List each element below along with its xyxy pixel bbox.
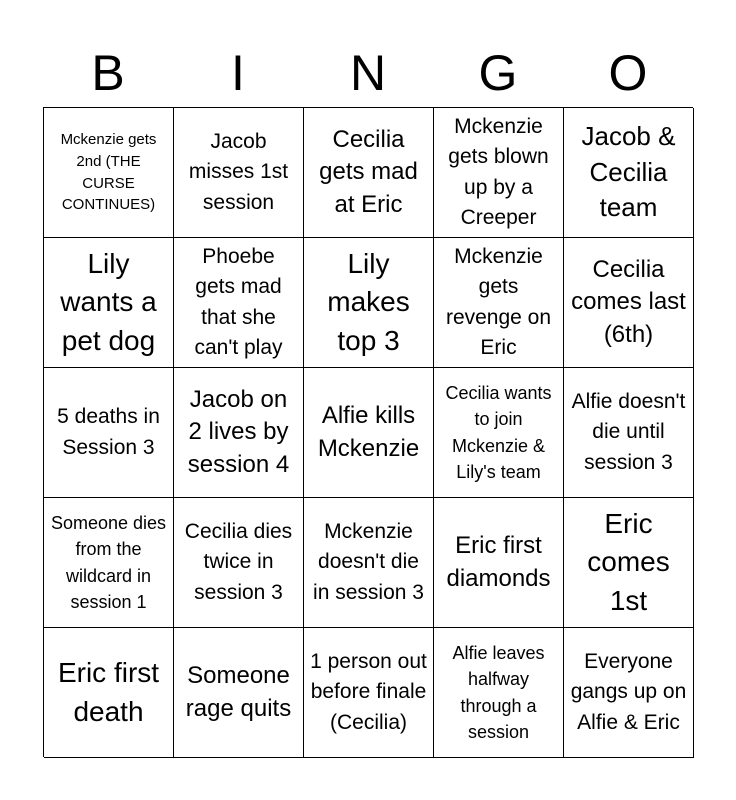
- bingo-cell-r5c3: 1 person out before finale (Cecilia): [304, 628, 434, 758]
- bingo-cell-r2c3: Lily makes top 3: [304, 238, 434, 368]
- bingo-cell-r4c5: Eric comes 1st: [564, 498, 694, 628]
- bingo-cell-r2c2: Phoebe gets mad that she can't play: [174, 238, 304, 368]
- bingo-cell-r1c3: Cecilia gets mad at Eric: [304, 108, 434, 238]
- bingo-cell-r4c4: Eric first diamonds: [434, 498, 564, 628]
- bingo-cell-r2c5: Cecilia comes last (6th): [564, 238, 694, 368]
- bingo-cell-r3c2: Jacob on 2 lives by session 4: [174, 368, 304, 498]
- bingo-cell-r4c2: Cecilia dies twice in session 3: [174, 498, 304, 628]
- bingo-cell-r5c4: Alfie leaves halfway through a session: [434, 628, 564, 758]
- bingo-cell-r1c5: Jacob & Cecilia team: [564, 108, 694, 238]
- bingo-cell-r2c4: Mckenzie gets revenge on Eric: [434, 238, 564, 368]
- bingo-cell-r5c2: Someone rage quits: [174, 628, 304, 758]
- bingo-cell-r1c2: Jacob misses 1st session: [174, 108, 304, 238]
- bingo-cell-r2c1: Lily wants a pet dog: [44, 238, 174, 368]
- header-letter-o: O: [608, 45, 648, 101]
- bingo-cell-r3c1: 5 deaths in Session 3: [44, 368, 174, 498]
- bingo-cell-r3c4: Cecilia wants to join Mckenzie & Lily's team: [434, 368, 564, 498]
- header-letter-b: B: [91, 45, 125, 101]
- bingo-cell-r5c5: Everyone gangs up on Alfie & Eric: [564, 628, 694, 758]
- bingo-cell-r3c5: Alfie doesn't die until session 3: [564, 368, 694, 498]
- header-letter-n: N: [349, 45, 387, 101]
- header-letter-i: I: [231, 45, 245, 101]
- header-letter-g: G: [478, 45, 518, 101]
- bingo-cell-r1c4: Mckenzie gets blown up by a Creeper: [434, 108, 564, 238]
- bingo-header: [43, 40, 693, 106]
- bingo-cell-r5c1: Eric first death: [44, 628, 174, 758]
- bingo-cell-r4c3: Mckenzie doesn't die in session 3: [304, 498, 434, 628]
- bingo-cell-r1c1: Mckenzie gets 2nd (THE CURSE CONTINUES): [44, 108, 174, 238]
- bingo-cell-r3c3: Alfie kills Mckenzie: [304, 368, 434, 498]
- bingo-board: [43, 107, 693, 757]
- bingo-cell-r4c1: Someone dies from the wildcard in session 1: [44, 498, 174, 628]
